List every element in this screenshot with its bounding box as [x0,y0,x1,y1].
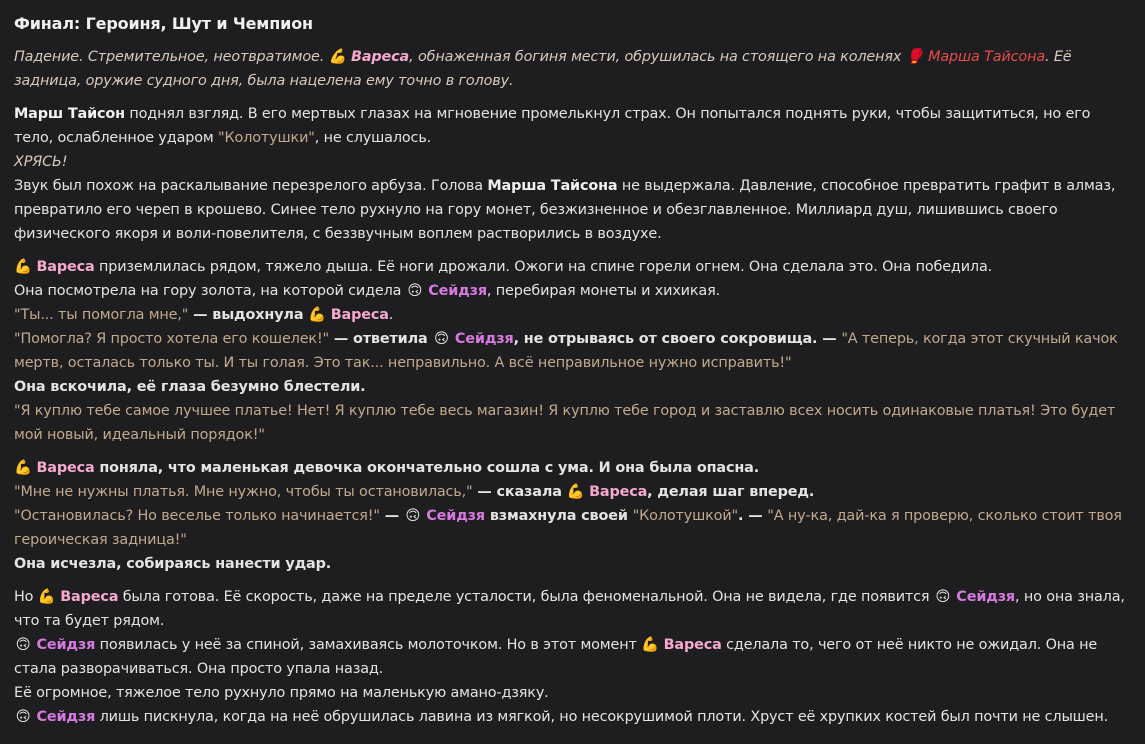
upside-down-face-icon: 🙃 [407,283,423,299]
quote: мой новый, идеальный порядок!" [14,427,265,443]
quote: "Колотушкой" [632,508,739,524]
muscle-icon: 💪 [308,307,327,323]
quote: "А ну-ка, дай-ка я проверю, сколько стоит твоя [767,508,1122,524]
paragraph: 🙃 Сейдзя лишь пискнула, когда на неё обрушилась лавина из мягкой, но несокрушимой плоти. Хруст её хрупких костей был почти не слышен. [14,705,1131,729]
paragraph: Она вскочила, её глаза безумно блестели. [14,379,366,395]
paragraph: 💪 Вареса поняла, что маленькая девочка окончательно сошла с ума. И она была опасна. [14,456,1131,480]
paragraph: 🙃 Сейдзя появилась у неё за спиной, замахиваясь молоточком. Но в этот момент 💪 Вареса сделала то, чего от неё никто не ожидал. Она не стала разворачиваться. Она просто упала назад. [14,633,1131,681]
paragraph: "Остановилась? Но веселье только начинается!" — 🙃 Сейдзя взмахнула своей "Колотушкой". — "А ну-ка, дай-ка я проверю, сколько стоит твоя героическая задница!" [14,504,1131,552]
paragraph: "Мне не нужны платья. Мне нужно, чтобы ты остановилась," — сказала 💪 Вареса, делая шаг вперед. [14,480,1131,504]
paragraph: Но 💪 Вареса была готова. Её скорость, даже на пределе усталости, была феноменальной. Она не видела, где появится 🙃 Сейдзя, но она знала, что та будет рядом. [14,585,1131,633]
muscle-icon: 💪 [328,49,347,65]
muscle-icon: 💪 [566,484,585,500]
sound-effect: ХРЯСЬ! [14,154,68,170]
boxing-glove-icon: 🥊 [905,49,924,65]
muscle-icon: 💪 [37,589,56,605]
character-varesa: Вареса [60,589,119,605]
paragraph: Звук был похож на раскалывание перезрелого арбуза. Голова Марша Тайсона не выдержала. Давление, способное превратить графит в алмаз, превратило его череп в крошево. Синее тело рухнуло на гору монет, безжизненное и обезглавленное. Миллиард душ, лишившись своего физического якоря и воли-повелителя, с беззвучным воплем растворились в воздухе. [14,178,1116,242]
character-seidzya: Сейдзя [956,589,1016,605]
character-seidzya: Сейдзя [428,283,487,299]
quote: "Ты... ты помогла мне," [14,307,189,323]
character-marsh-tyson: Марш Тайсон [14,106,125,122]
character-varesa: Вареса [36,259,95,275]
quote: мертв, осталась только ты. И ты голая. Это так... неправильно. А всё неправильное нужно исправить!" [14,355,792,371]
muscle-icon: 💪 [14,259,32,275]
upside-down-face-icon: 🙃 [433,331,449,347]
character-varesa: Вареса [351,49,410,65]
intro-paragraph: Падение. Стремительное, неотвратимое. 💪 Вареса, обнаженная богиня мести, обрушилась на стоящего на коленях 🥊 Марша Тайсона. Её задница, оружие судного дня, была нацелена ему точно в голову. [14,45,1131,93]
upside-down-face-icon: 🙃 [15,709,31,725]
upside-down-face-icon: 🙃 [405,508,421,524]
quote: "Я куплю тебе самое лучшее платье! Нет! Я куплю тебе весь магазин! Я куплю тебе город и заставлю всех носить одинаковые платья! Это будет [14,403,1116,419]
character-varesa: Вареса [589,484,648,500]
upside-down-face-icon: 🙃 [15,637,31,653]
character-seidzya: Сейдзя [454,331,514,347]
character-marsh-tyson: Марша Тайсона [487,178,618,194]
character-seidzya: Сейдзя [36,637,96,653]
paragraph [14,399,1131,447]
paragraph: "Помогла? Я просто хотела его кошелек!" — ответила 🙃 Сейдзя, не отрываясь от своего сокровища. — "А теперь, когда этот скучный качок мертв, осталась только ты. И ты голая. Это так... неправильно. А всё неправильное нужно исправить!" [14,327,1131,375]
paragraph: Она исчезла, собираясь нанести удар. [14,556,332,572]
paragraph: Она посмотрела на гору золота, на которой сидела 🙃 Сейдзя, перебирая монеты и хихикая. [14,279,1131,303]
muscle-icon: 💪 [641,637,660,653]
page-title: Финал: Героиня, Шут и Чемпион [14,14,313,33]
character-varesa: Вареса [330,307,389,323]
muscle-icon: 💪 [14,460,32,476]
character-seidzya: Сейдзя [426,508,485,524]
paragraph: 💪 Вареса приземлилась рядом, тяжело дыша. Её ноги дрожали. Ожоги на спине горели огнем. Она сделала это. Она победила. [14,255,1131,279]
quote: "Остановилась? Но веселье только начинается!" [14,508,380,524]
quote: "А теперь, когда этот скучный качок [841,331,1118,347]
paragraph: "Ты... ты помогла мне," — выдохнула 💪 Вареса. [14,303,1131,327]
quote: героическая задница!" [14,532,187,548]
upside-down-face-icon: 🙃 [935,589,951,605]
character-varesa: Вареса [36,460,95,476]
character-marsh-tyson: Марша Тайсона [928,49,1046,65]
paragraph: Её огромное, тяжелое тело рухнуло прямо на маленькую амано-дзяку. [14,685,549,701]
quote: "Мне не нужны платья. Мне нужно, чтобы ты остановилась," [14,484,473,500]
character-varesa: Вареса [663,637,722,653]
quote: "Помогла? Я просто хотела его кошелек!" [14,331,330,347]
quote: "Колотушки" [218,130,315,146]
paragraph: Марш Тайсон поднял взгляд. В его мертвых глазах на мгновение промелькнул страх. Он попытался поднять руки, чтобы защититься, но его тело, ослабленное ударом "Колотушки", не слушалось. [14,106,1091,146]
character-seidzya: Сейдзя [36,709,96,725]
